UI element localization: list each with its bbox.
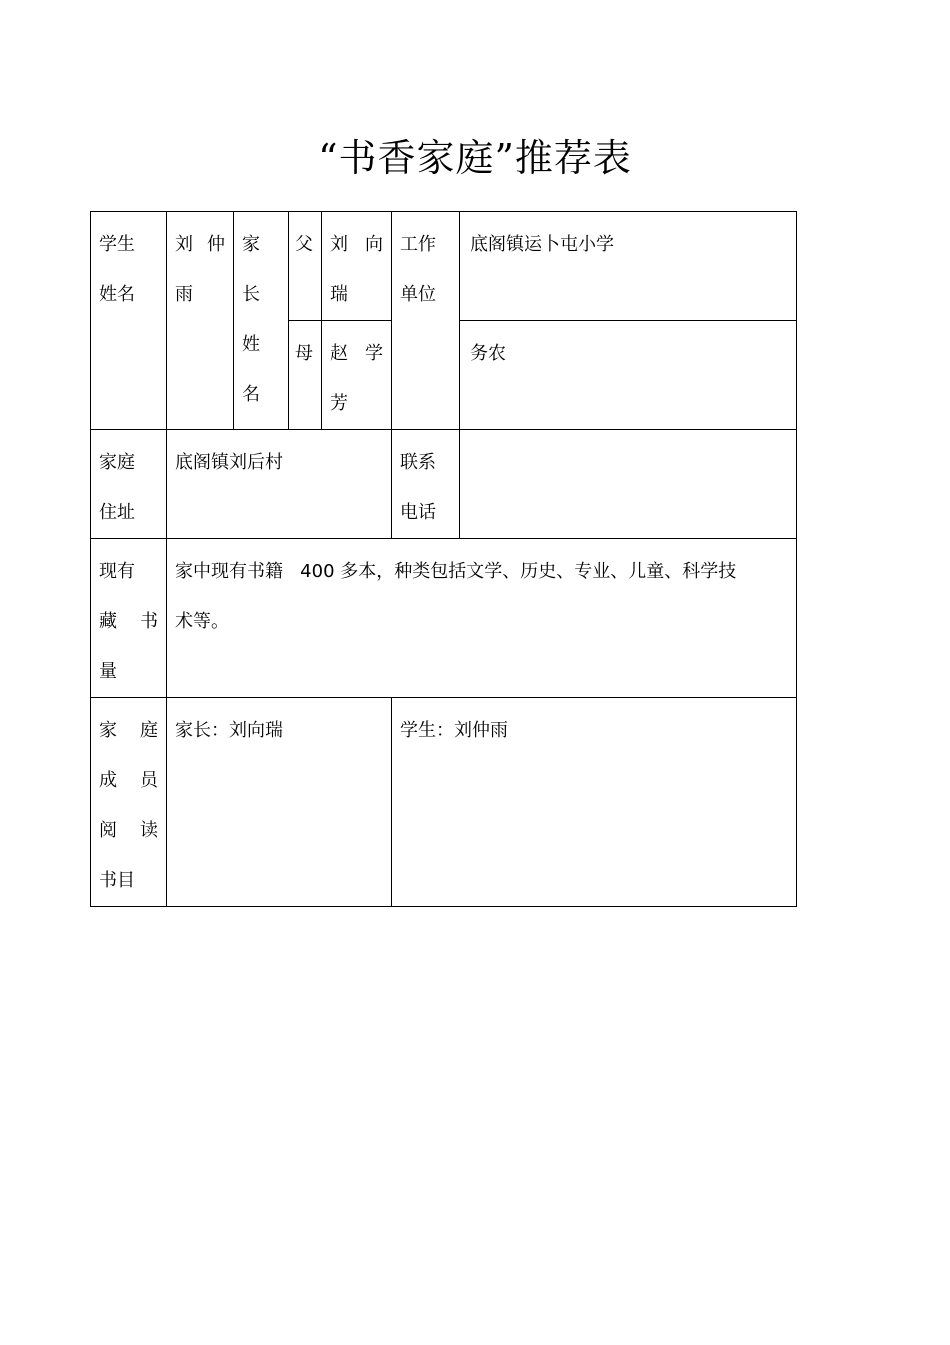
father-name-line2: 瑞 xyxy=(330,284,348,305)
phone-label-cell xyxy=(392,430,460,539)
address-label-line1: 家庭 xyxy=(99,452,135,473)
parent-name-label-cell xyxy=(234,212,289,430)
father-label-cell xyxy=(289,212,322,321)
student-reading-list: 学生：刘仲雨 xyxy=(400,720,508,741)
mother-name-line2: 芳 xyxy=(330,393,348,414)
workplace-label-line2: 单位 xyxy=(400,284,436,305)
father-workplace-value: 底阁镇运卜屯小学 xyxy=(470,234,614,255)
parent-reading-list-cell xyxy=(167,698,392,907)
student-name-value-line1: 刘 仲 xyxy=(175,234,225,255)
book-count-value-line1: 家中现有书籍 400 多本，种类包括文学、历史、专业、儿童、科学技 xyxy=(175,561,737,582)
reading-list-label-line1: 家 庭 xyxy=(99,720,158,741)
student-name-value-cell xyxy=(167,212,234,430)
father-label: 父 xyxy=(295,234,313,255)
mother-workplace-value: 务农 xyxy=(470,343,506,364)
mother-name-line1: 赵 学 xyxy=(330,343,383,364)
student-name-label-cell xyxy=(91,212,167,430)
father-workplace-cell xyxy=(460,212,797,321)
mother-label: 母 xyxy=(295,343,313,364)
parent-name-label-line3: 姓 xyxy=(242,334,260,355)
mother-label-cell xyxy=(289,321,322,430)
mother-name-cell xyxy=(322,321,392,430)
workplace-label-cell xyxy=(392,212,460,430)
address-label-cell xyxy=(91,430,167,539)
reading-list-label-line2: 成 员 xyxy=(99,770,158,791)
student-name-label-line1: 学生 xyxy=(99,234,135,255)
father-name-cell xyxy=(322,212,392,321)
book-count-label-cell xyxy=(91,539,167,698)
book-count-value-line2: 术等。 xyxy=(175,611,229,632)
student-name-label-line2: 姓名 xyxy=(99,284,135,305)
book-count-label-line1: 现有 xyxy=(99,561,135,582)
phone-value-cell xyxy=(460,430,797,539)
reading-list-label-line3: 阅 读 xyxy=(99,820,158,841)
page-title: “书香家庭”推荐表 xyxy=(318,136,632,180)
father-name-line1: 刘 向 xyxy=(330,234,383,255)
reading-list-label-cell xyxy=(91,698,167,907)
reading-list-label-line4: 书目 xyxy=(99,870,135,891)
address-value-cell xyxy=(167,430,392,539)
phone-label-line1: 联系 xyxy=(400,452,436,473)
parent-name-label-line1: 家 xyxy=(242,234,260,255)
parent-name-label-line2: 长 xyxy=(242,284,260,305)
parent-reading-list: 家长：刘向瑞 xyxy=(175,720,283,741)
address-label-line2: 住址 xyxy=(99,502,135,523)
student-name-value-line2: 雨 xyxy=(175,284,193,305)
student-reading-list-cell xyxy=(392,698,797,907)
workplace-label-line1: 工作 xyxy=(400,234,436,255)
book-count-value-cell xyxy=(167,539,797,698)
parent-name-label-line4: 名 xyxy=(242,384,260,405)
phone-label-line2: 电话 xyxy=(400,502,436,523)
recommendation-form-table xyxy=(90,211,797,907)
address-value: 底阁镇刘后村 xyxy=(175,452,283,473)
book-count-label-line2: 藏 书 xyxy=(99,611,158,632)
mother-workplace-cell xyxy=(460,321,797,430)
book-count-label-line3: 量 xyxy=(99,661,117,682)
